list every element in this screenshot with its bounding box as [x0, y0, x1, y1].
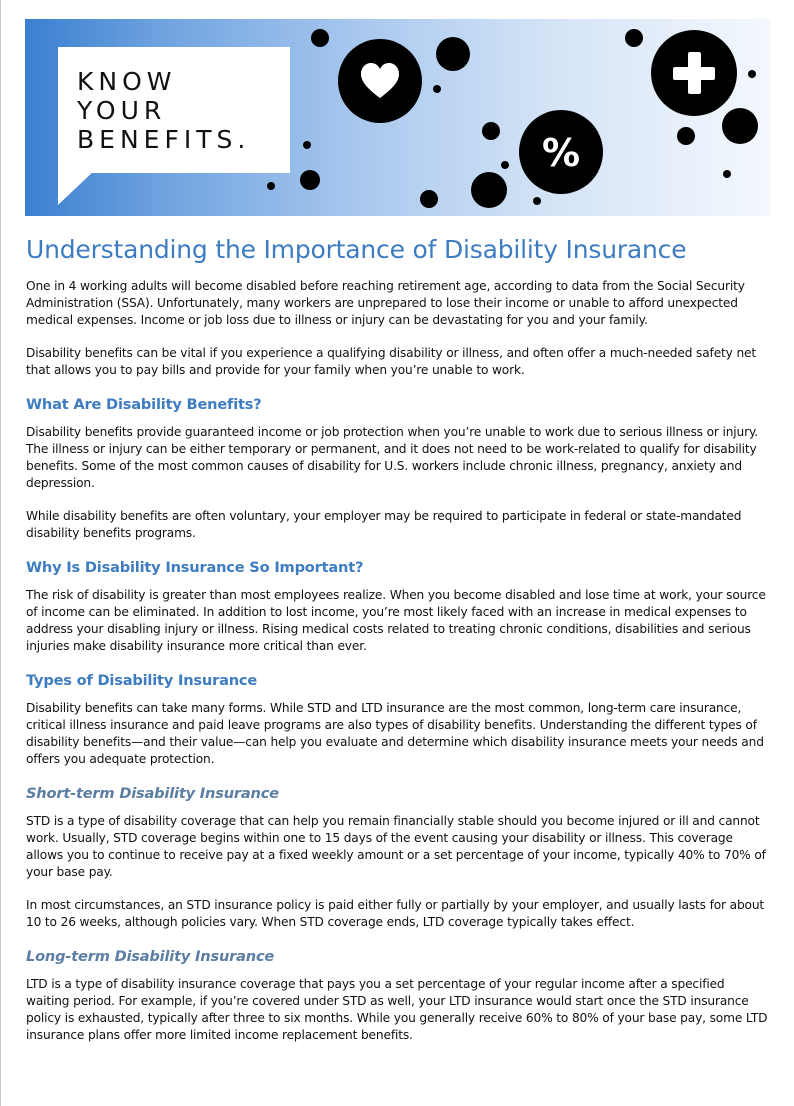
body-paragraph: While disability benefits are often voluntary, your employer may be required to participate in federal or state-mandated disability benefits programs. — [26, 509, 742, 540]
decor-dot — [677, 127, 695, 145]
decor-dot — [311, 29, 329, 47]
banner-speech-tail — [58, 169, 96, 205]
decor-dot — [303, 141, 311, 149]
subheading-short-term: Short-term Disability Insurance — [26, 785, 279, 802]
decor-dot — [501, 161, 509, 169]
body-paragraph: LTD is a type of disability insurance coverage that pays you a set percentage of your regular income after a specified waiting period. For example, if you’re covered under STD as well, your LTD insurance would start once the STD insurance policy is exhausted, typically after three to six months. While you generally receive 60% to 80% of your base pay, some LTD insurance plans offer more limited income replacement benefits. — [26, 977, 768, 1042]
decor-dot — [482, 122, 500, 140]
decor-dot — [420, 190, 438, 208]
article-body — [26, 232, 771, 1060]
decor-dot — [722, 108, 758, 144]
plus-icon — [651, 30, 737, 116]
body-paragraph: STD is a type of disability coverage that can help you remain financially stable should you become injured or ill and cannot work. Usually, STD coverage begins within one to 15 days of the event causing your disability or illness. This coverage allows you to continue to receive pay at a fixed weekly amount or a set percentage of your income, typically 40% to 70% of your base pay. — [26, 814, 766, 879]
decor-dot — [433, 85, 441, 93]
banner-title-line: YOUR — [77, 96, 167, 125]
banner-title-line: KNOW — [77, 67, 177, 96]
heart-icon — [338, 39, 422, 123]
percent-icon — [519, 110, 603, 194]
page-title: Understanding the Importance of Disability Insurance — [26, 235, 687, 264]
section-heading-what-are-benefits: What Are Disability Benefits? — [26, 396, 262, 413]
decor-dot — [436, 37, 470, 71]
decor-dot — [723, 170, 731, 178]
decor-dot — [533, 197, 541, 205]
page-edge-rule — [0, 0, 1, 1106]
body-paragraph: The risk of disability is greater than most employees realize. When you become disabled and lose time at work, your source of income can be eliminated. In addition to lost income, you’re most likely faced with an increase in medical expenses to address your disabling injury or illness. Rising medical costs related to treating chronic conditions, disabilities and serious injuries make disability insurance more critical than ever. — [26, 588, 766, 653]
decor-dot — [300, 170, 320, 190]
decor-dot — [471, 172, 507, 208]
percent-glyph: % — [541, 131, 581, 175]
banner-title-line: BENEFITS. — [77, 125, 251, 154]
intro-paragraph: One in 4 working adults will become disabled before reaching retirement age, according to data from the Social Security Administration (SSA). Unfortunately, many workers are unprepared to lose their income or unable to afford unexpected medical expenses. Income or job loss due to illness or injury can be devastating for you and your family. — [26, 279, 745, 327]
banner-title — [77, 67, 250, 154]
section-heading-types: Types of Disability Insurance — [26, 672, 258, 689]
subheading-long-term: Long-term Disability Insurance — [26, 948, 275, 965]
body-paragraph: In most circumstances, an STD insurance policy is paid either fully or partially by your employer, and usually lasts for about 10 to 26 weeks, although policies vary. When STD coverage ends, LTD coverage typically takes effect. — [26, 898, 765, 929]
body-paragraph: Disability benefits provide guaranteed income or job protection when you’re unable to work due to serious illness or injury. The illness or injury can be either temporary or permanent, and it does not need to be work-related to qualify for disability benefits. Some of the most common causes of disability for U.S. workers include chronic illness, pregnancy, anxiety and depression. — [26, 425, 759, 490]
decor-dot — [625, 29, 643, 47]
know-your-benefits-banner — [25, 19, 770, 216]
body-paragraph: Disability benefits can take many forms. While STD and LTD insurance are the most common, long-term care insurance, critical illness insurance and paid leave programs are also types of disability benefits. Understanding the different types of disability benefits—and their value—can help you evaluate and determine which disability insurance meets your needs and offers you adequate protection. — [26, 701, 764, 766]
decor-dot — [267, 182, 275, 190]
intro-paragraph: Disability benefits can be vital if you experience a qualifying disability or illness, and often offer a much-needed safety net that allows you to pay bills and provide for your family when you’re unable to work. — [26, 346, 757, 377]
section-heading-why-important: Why Is Disability Insurance So Important? — [26, 559, 364, 576]
decor-dot — [748, 70, 756, 78]
